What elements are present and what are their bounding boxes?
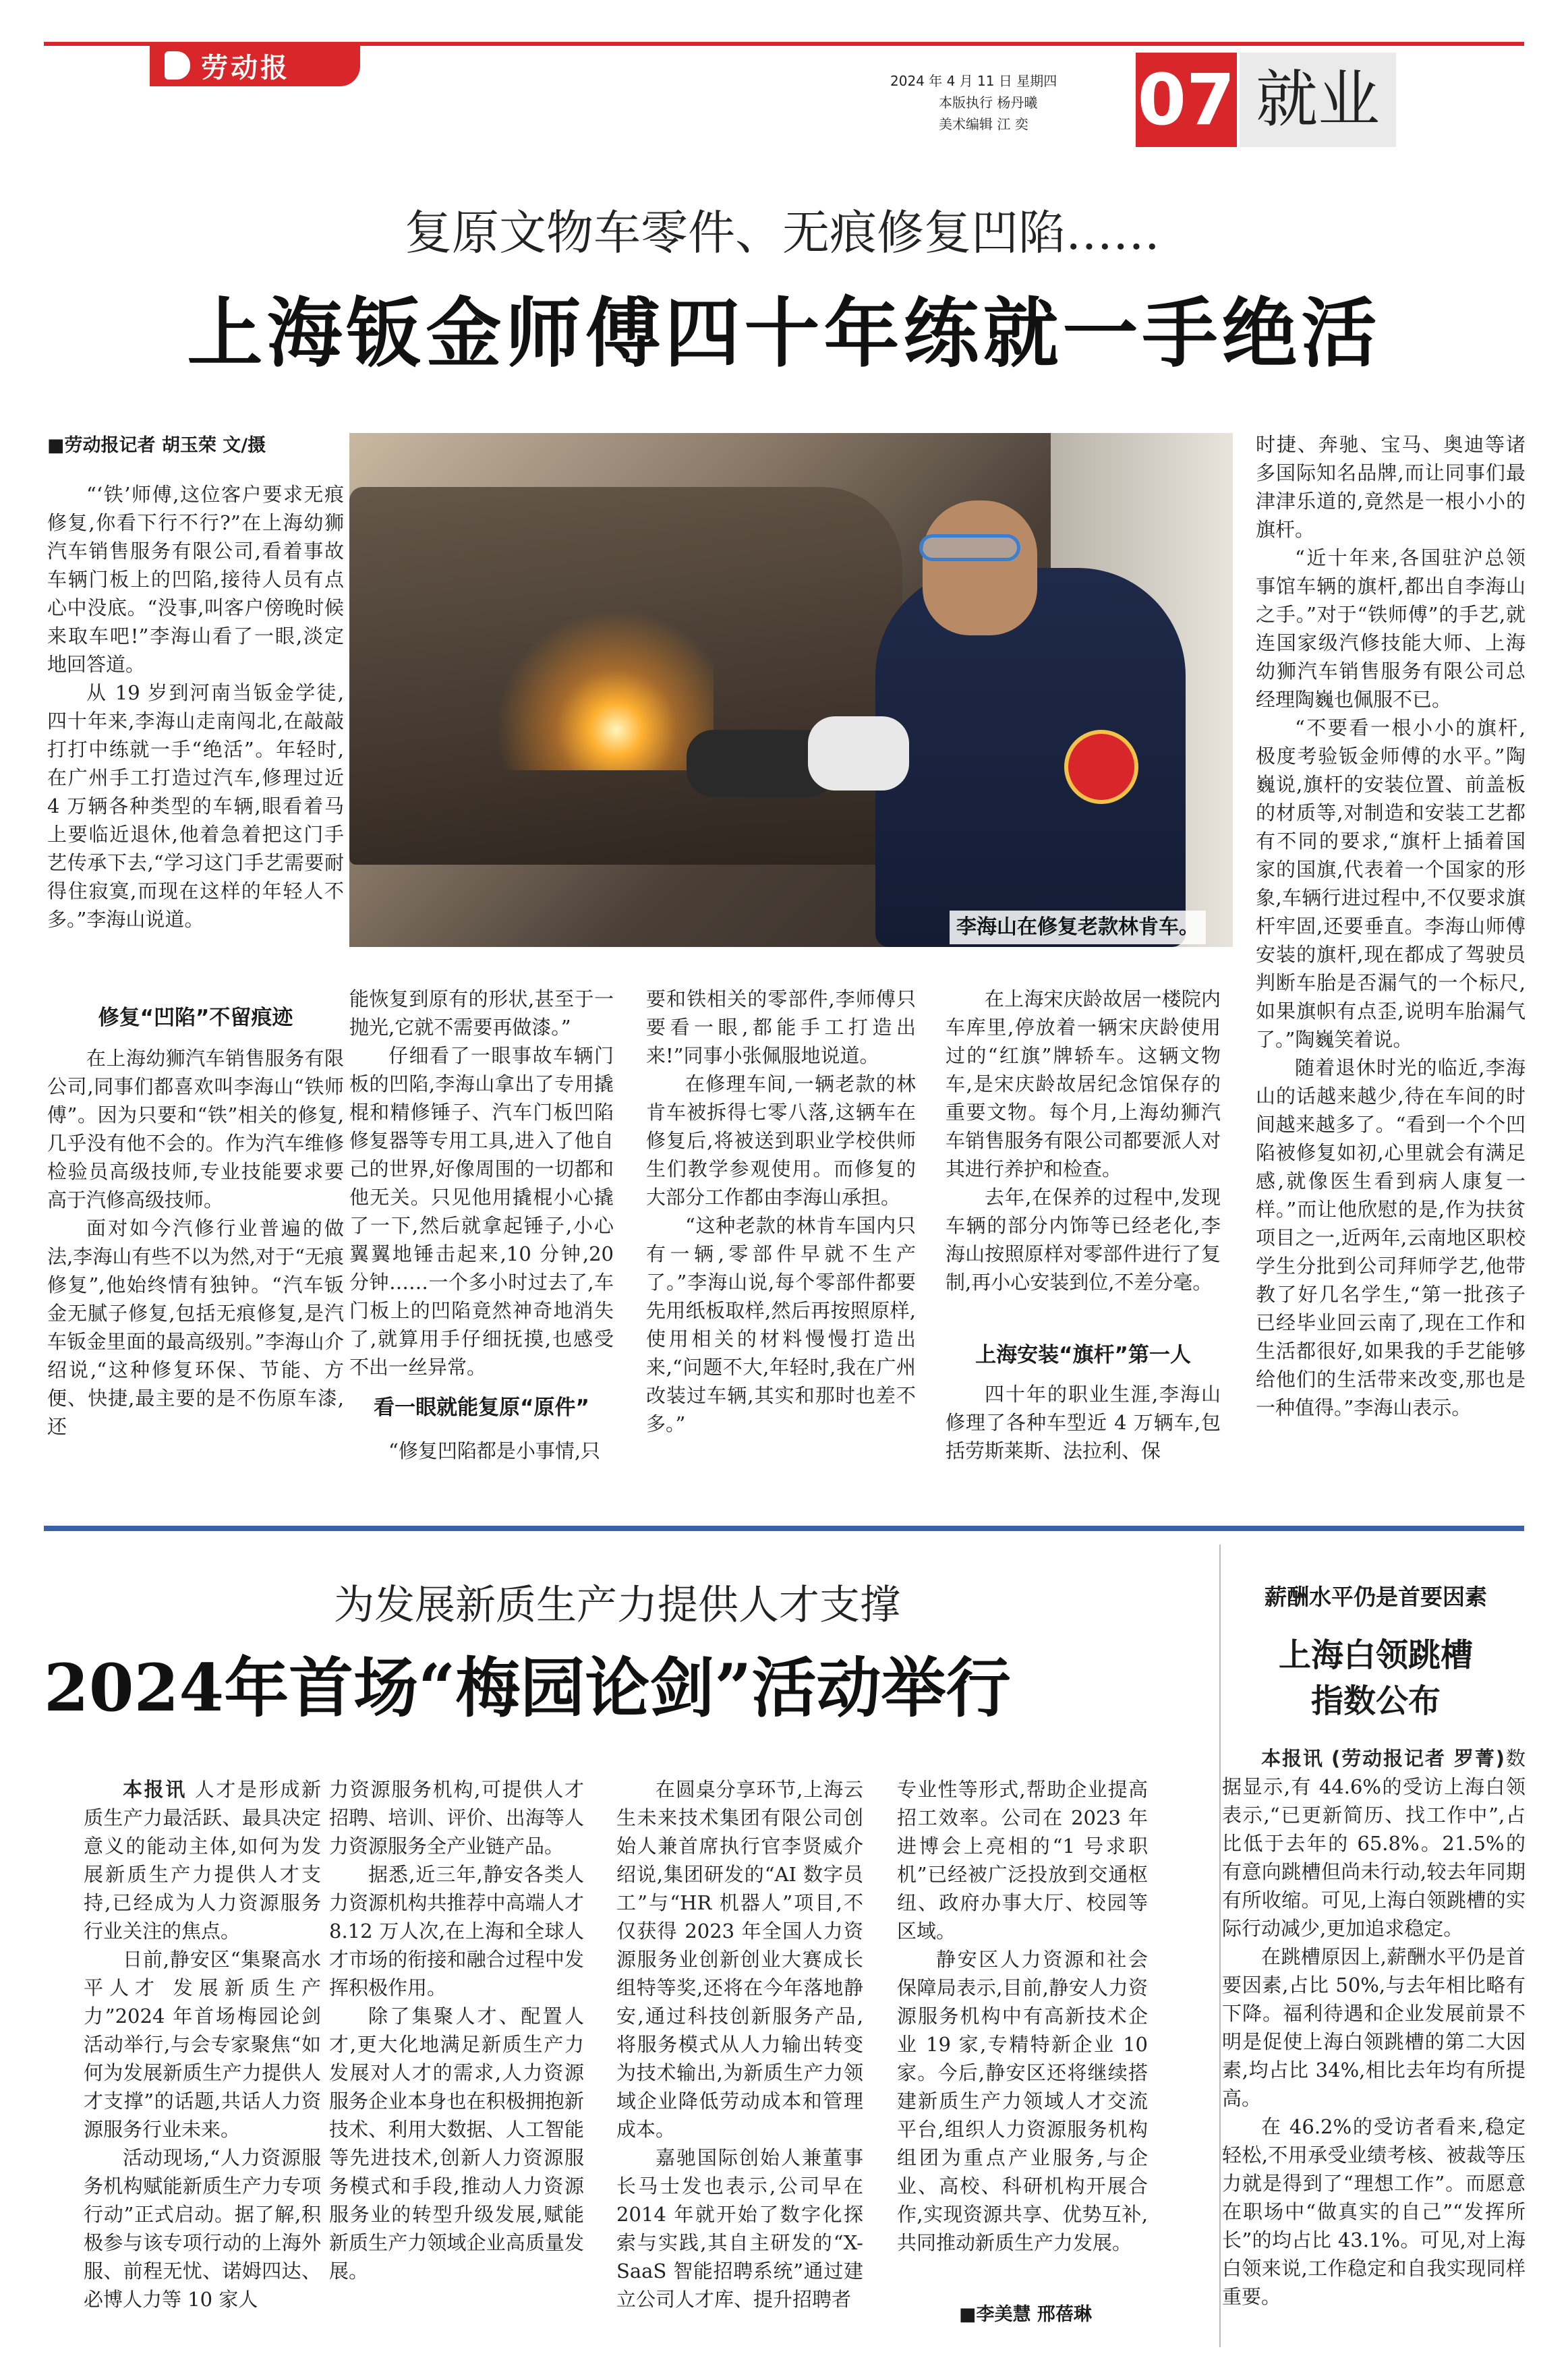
worker-head-shape — [923, 500, 1037, 635]
article1-col3-p1: 要和铁相关的零部件,李师傅只要看一眼,都能手工打造出来!”同事小张佩服地说道。 — [646, 987, 916, 1067]
article2-col4-p2: 静安区人力资源和社会保障局表示,目前,静安人力资源服务机构中有高新技术企业 19 家,专精特新企业 10 家。今后,静安区还将继续搭建新质生产力领域人才交流平台,组织人力资源服务机构组团为重点产业服务,与企业、高校、科研机构开展合作,实现资源共享、优势互补,共同推动新质生产力发展。 — [897, 1948, 1148, 2254]
article1-sub3: 上海安装“旗杆”第一人 — [975, 1343, 1191, 1367]
article3-col-p1-text: 数据显示,有 44.6%的受访上海白领表示,“已更新简历、找工作中”,占比低于去年的 65.8%。21.5%的有意向跳槽但尚未行动,较去年同期有所收缩。可见,上海白领跳槽的实际行动减少,更加追求稳定。 — [1222, 1747, 1526, 1940]
shoulder-badge-icon — [1064, 730, 1138, 804]
article3-headline-line2: 指数公布 — [1310, 1682, 1441, 1720]
article3-col — [1222, 1744, 1526, 2338]
article1-col3-p2: 在修理车间,一辆老款的林肯车被拆得七零八落,这辆车在修复后,将被送到职业学校供师生们教学参观使用。而修复的大部分工作都由李海山承担。 — [646, 1072, 916, 1209]
page-number: 07 — [1136, 53, 1237, 147]
article3-col-p3: 在 46.2%的受访者看来,稳定轻松,不用承受业绩考核、被裁等压力就是得到了“理想工作”。而愿意在职场中“做真实的自己”“发挥所长”的均占比 43.1%。可见,对上海白领来说,工作稳定和自我实现同样重要。 — [1222, 2115, 1526, 2308]
sparks-shape — [471, 568, 714, 770]
article1-headline: 上海钣金师傅四十年练就一手绝活 — [187, 289, 1381, 378]
issue-date: 2024 年 4 月 11 日 星期四 — [890, 73, 1057, 89]
article1-col3-p3: “这种老款的林肯车国内只有一辆,零部件早就不生产了。”李海山说,每个零部件都要先用纸板取样,然后再按照原样,使用相关的材料慢慢打造出来,“问题不大,年轻时,我在广州改装过车辆,其实和那时也差不多。” — [646, 1214, 916, 1435]
article1-col5-p3: “不要看一根小小的旗杆,极度考验钣金师傅的水平。”陶巍说,旗杆的安装位置、前盖板的材质等,对制造和安装工艺都有不同的要求,“旗杆上插着国家的国旗,代表着一个国家的形象,车辆行进过程中,不仅要求旗杆牢固,还要垂直。李海山师傅安装的旗杆,现在都成了驾驶员判断车胎是否漏气的一个标尺,如果旗帜有点歪,说明车胎漏气了。”陶巍笑着说。 — [1256, 716, 1526, 1051]
article1-col4b-p1: 四十年的职业生涯,李海山修理了各种车型近 4 万辆车,包括劳斯莱斯、法拉利、保 — [946, 1383, 1221, 1462]
article1-col2 — [349, 985, 614, 1384]
section-divider — [44, 1526, 1524, 1531]
article2-col1 — [84, 1775, 321, 2339]
article1-col4b — [946, 1380, 1221, 1477]
article1-byline: ■劳动报记者 胡玉荣 文/摄 — [47, 435, 266, 456]
glove-shape — [808, 716, 909, 791]
article2-col3 — [616, 1775, 863, 2339]
article2-headline: 2024年首场“梅园论剑”活动举行 — [44, 1650, 1011, 1726]
article1-sub1: 修复“凹陷”不留痕迹 — [98, 1006, 293, 1030]
article2-col1-p1-text: 人才是形成新质生产力最活跃、最具决定意义的能动主体,如何为发展新质生产力提供人才支持,已经成为人力资源服务行业关注的焦点。 — [84, 1778, 321, 1943]
worker-body-shape — [875, 568, 1186, 947]
article2-col2 — [329, 1775, 584, 2339]
issue-editor: 本版执行 杨丹曦 — [939, 94, 1038, 111]
article1-col4-p2: 去年,在保养的过程中,发现车辆的部分内饰等已经老化,李海山按照原样对零部件进行了复制,再小心安装到位,不差分毫。 — [946, 1186, 1221, 1294]
article1-col4 — [946, 985, 1221, 1335]
article3-col-p1 — [1222, 1744, 1526, 1943]
article2-col1-p3: 活动现场,“人力资源服务机构赋能新质生产力专项行动”正式启动。据了解,积极参与该专项行动的上海外服、前程无忧、诺姆四达、必博人力等 10 家人 — [84, 2146, 321, 2311]
article1-col1 — [47, 480, 344, 993]
article2-col4-p1: 专业性等形式,帮助企业提高招工效率。公司在 2023 年进博会上亮相的“1 号求职机”已经被广泛投放到交通枢纽、政府办事大厅、校园等区域。 — [897, 1778, 1148, 1943]
article1-col4-p1: 在上海宋庆龄故居一楼院内车库里,停放着一辆宋庆龄使用过的“红旗”牌轿车。这辆文物车,是宋庆龄故居纪念馆保存的重要文物。每个月,上海幼狮汽车销售服务有限公司都要派人对其进行养护和检查。 — [946, 987, 1221, 1180]
article1-col5-p2: “近十年来,各国驻沪总领事馆车辆的旗杆,都出自李海山之手。”对于“铁师傅”的手艺,就连国家级汽修技能大师、上海幼狮汽车销售服务有限公司总经理陶巍也佩服不已。 — [1256, 546, 1526, 711]
article2-col1-p2: 日前,静安区“集聚高水平人才 发展新质生产力”2024 年首场梅园论剑活动举行,与会专家聚焦“如何为发展新质生产力提供人才支撑”的话题,共话人力资源服务行业未来。 — [84, 1948, 321, 2141]
article2-col3-p1: 在圆桌分享环节,上海云生未来技术集团有限公司创始人兼首席执行官李贤威介绍说,集团研发的“AI 数字员工”与“HR 机器人”项目,不仅获得 2023 年全国人力资源服务业创新创业大赛成长组特等奖,还将在今年落地静安,通过科技创新服务产品,将服务模式从人力输出转变为技术输出,为新质生产力领域企业降低劳动成本和管理成本。 — [616, 1778, 863, 2141]
article2-col4 — [897, 1775, 1148, 2301]
article3-kicker: 薪酬水平仍是首要因素 — [1265, 1584, 1487, 1610]
article2-col3-p2: 嘉驰国际创始人兼董事长马士发也表示,公司早在 2014 年就开始了数字化探索与实践,其自主研发的“X-SaaS 智能招聘系统”通过建立公司人才库、提升招聘者 — [616, 2146, 863, 2311]
article1-col5-p4: 随着退休时光的临近,李海山的话越来越少,待在车间的时间越来越多了。“看到一个个凹陷被修复如初,心里就会有满足感,就像医生看到病人康复一样。”而让他欣慰的是,作为扶贫项目之一,近两年,云南地区职校学生分批到公司拜师学艺,他带教了好几名学生,“第一批孩子已经毕业回云南了,现在工作和生活都很好,如果我的手艺能够给他们的生活带来改变,那也是一种值得。”李海山表示。 — [1256, 1056, 1526, 1419]
article1-col1b-p2: 面对如今汽修行业普遍的做法,李海山有些不以为然,对于“无痕修复”,他始终情有独钟。“汽车钣金无腻子修复,包括无痕修复,是汽车钣金里面的最高级别。”李海山介绍说,“这种修复环保、节能、方便、快捷,最主要的是不伤原车漆,还 — [47, 1217, 344, 1438]
article3-headline — [1234, 1632, 1517, 1724]
article2-lead-tag: 本报讯 — [123, 1778, 187, 1801]
article1-col2-p2: 仔细看了一眼事故车辆门板的凹陷,李海山拿出了专用撬棍和精修锤子、汽车门板凹陷修复器等专用工具,进入了他自己的世界,好像周围的一切都和他无关。只见他用撬棍小心撬了一下,然后就拿起锤子,小心翼翼地锤击起来,10 分钟,20 分钟……一个多小时过去了,车门板上的凹陷竟然神奇地消失了,就算用手仔细抚摸,也感受不出一丝异常。 — [349, 1044, 614, 1379]
article1-kicker: 复原文物车零件、无痕修复凹陷…… — [405, 205, 1160, 260]
logo-mark-icon — [165, 51, 190, 80]
safety-glasses-shape — [919, 534, 1020, 561]
article3-lead-reporter: (劳动报记者 罗菁) — [1331, 1747, 1505, 1770]
article3-lead-tag: 本报讯 — [1261, 1747, 1324, 1770]
article1-col5 — [1256, 430, 1526, 1477]
article1-photo — [349, 433, 1233, 947]
article3-col-p2: 在跳槽原因上,薪酬水平仍是首要因素,占比 50%,与去年相比略有下降。福利待遇和企业发展前景不明是促使上海白领跳槽的第二大因素,均占比 34%,相比去年均有所提高。 — [1222, 1945, 1526, 2110]
article2-col2-p2: 据悉,近三年,静安各类人力资源机构共推荐中高端人才 8.12 万人次,在上海和全球人才市场的衔接和融合过程中发挥积极作用。 — [329, 1863, 584, 1999]
article2-col1-p1 — [84, 1775, 321, 1945]
article1-col2b — [349, 1437, 614, 1477]
section-title: 就业 — [1240, 53, 1396, 147]
issue-info — [890, 70, 1146, 135]
photo-caption: 李海山在修复老款林肯车。 — [950, 911, 1206, 944]
article1-col1-p1: “‘铁’师傅,这位客户要求无痕修复,你看下行不行?”在上海幼狮汽车销售服务有限公司,看着事故车辆门板上的凹陷,接待人员有点心中没底。“没事,叫客户傍晚时候来取车吧!”李海山看了一眼,淡定地回答道。 — [47, 483, 344, 676]
article1-col2b-p1: “修复凹陷都是小事情,只 — [388, 1439, 601, 1462]
article1-col2-p1: 能恢复到原有的形状,甚至于一抛光,它就不需要再做漆。” — [349, 987, 614, 1039]
article3-headline-line1: 上海白领跳槽 — [1278, 1636, 1473, 1674]
logo: 劳动报 — [150, 45, 360, 86]
article1-col1-p2: 从 19 岁到河南当钣金学徒,四十年来,李海山走南闯北,在敲敲打打中练就一手“绝活”。年轻时,在广州手工打造过汽车,修理过近 4 万辆各种类型的车辆,眼看着马上要临近退休,他着急着把这门手艺传承下去,“学习这门手艺需要耐得住寂寞,而现在这样的年轻人不多。”李海山说道。 — [47, 681, 344, 931]
issue-art-editor: 美术编辑 江 奕 — [939, 116, 1028, 132]
article2-kicker: 为发展新质生产力提供人才支撑 — [334, 1582, 900, 1629]
article1-col5-p1: 时捷、奔驰、宝马、奥迪等诸多国际知名品牌,而让同事们最津津乐道的,竟然是一根小小的旗杆。 — [1256, 433, 1526, 541]
article2-byline: ■李美慧 邢蓓琳 — [959, 2304, 1092, 2325]
article1-col1b-p1: 在上海幼狮汽车销售服务有限公司,同事们都喜欢叫李海山“铁师傅”。因为只要和“铁”相关的修复,几乎没有他不会的。作为汽车维修检验员高级技师,专业技能要求要高于汽修高级技师。 — [47, 1047, 344, 1211]
article2-col2-p3: 除了集聚人才、配置人才,更大化地满足新质生产力发展对人才的需求,人力资源服务企业本身也在积极拥抱新技术、利用大数据、人工智能等先进技术,创新人力资源服务模式和手段,推动人力资源服务业的转型升级发展,赋能新质生产力领域企业高质量发展。 — [329, 2005, 584, 2282]
article1-col3 — [646, 985, 916, 1477]
article1-col1b — [47, 1044, 344, 1476]
article1-sub2: 看一眼就能复原“原件” — [374, 1396, 589, 1420]
article2-col2-p1: 力资源服务机构,可提供人才招聘、培训、评价、出海等人力资源服务全产业链产品。 — [329, 1778, 584, 1858]
